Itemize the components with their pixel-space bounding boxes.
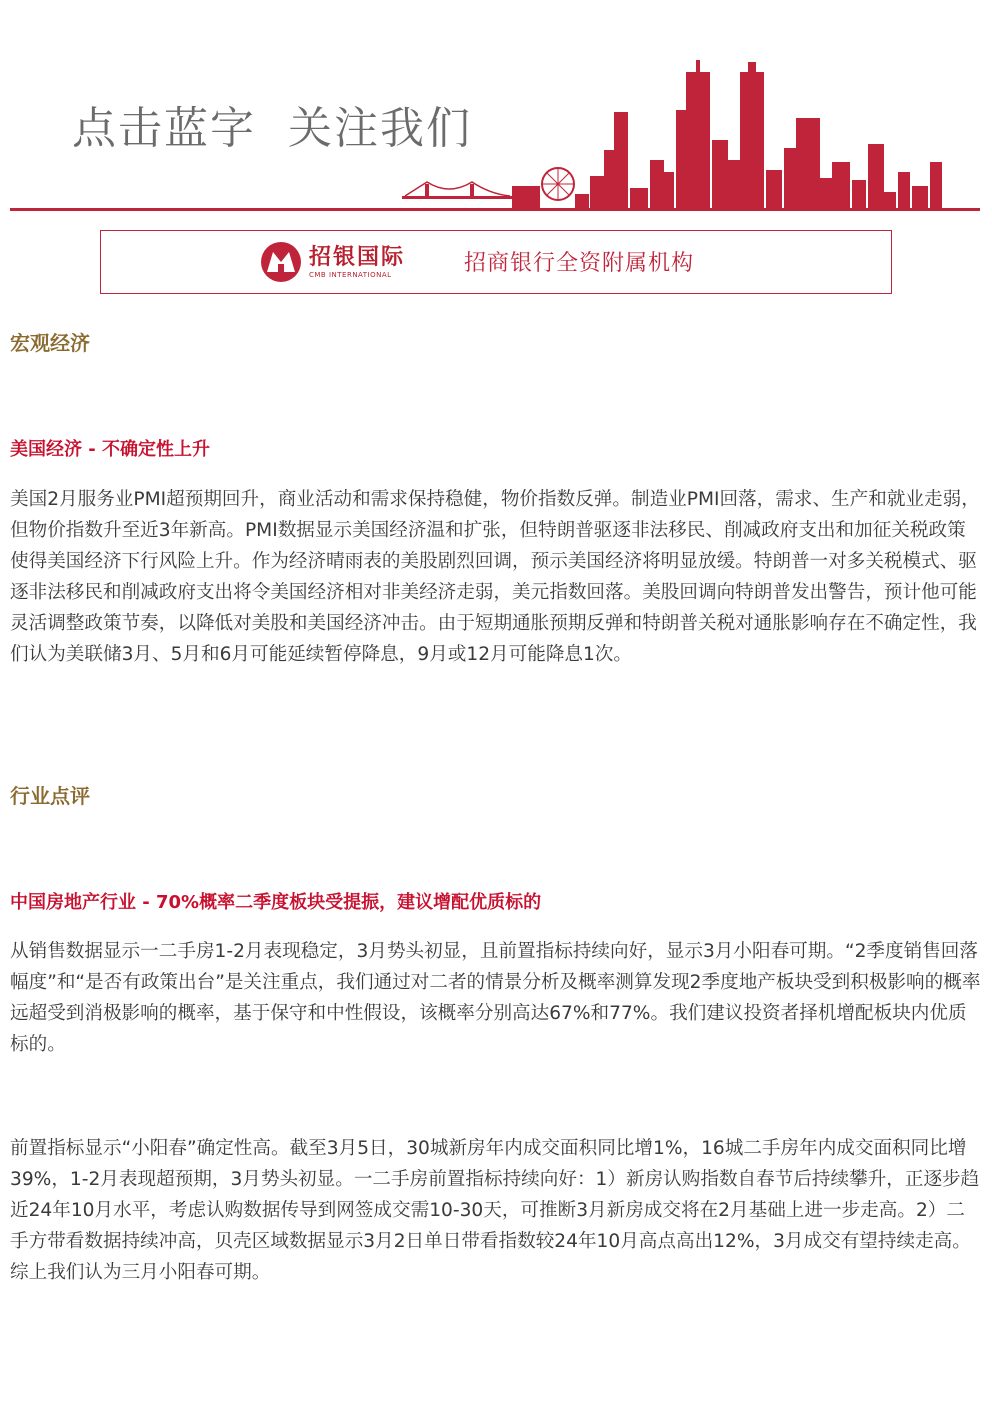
paragraph-property-summary: 从销售数据显示一二手房1-2月表现稳定，3月势头初显，且前置指标持续向好，显示3月小阳春可期。“2季度销售回落幅度”和“是否有政策出台”是关注重点，我们通过对二者的情景分析及概率测算发现2季度地产板块受到积极影响的概率远超受到消极影响的概率，基于保守和中性假设，该概率分别高达67%和77%。我们建议投资者择机增配板块内优质标的。 xyxy=(10,941,981,1055)
logo-name-cn: 招银国际 xyxy=(309,245,406,270)
paragraph-property-indicators: 前置指标显示“小阳春”确定性高。截至3月5日，30城新房年内成交面积同比增1%，16城二手房年内成交面积同比增39%，1-2月表现超预期，3月势头初显。一二手房前置指标持续向好：1）新房认购指数自春节后持续攀升，正逐步趋近24年10月水平，考虑认购数据传导到网签成交需10-30天，可推断3月新房成交将在2月基础上进一步走高。2）二手方带看数据持续冲高，贝壳区域数据显示3月2日单日带看指数较24年10月高点高出12%，3月成交有望持续走高。综上我们认为三月小阳春可期。 xyxy=(10,1138,980,1283)
paragraph-us-economy: 美国2月服务业PMI超预期回升，商业活动和需求保持稳健，物价指数反弹。制造业PMI回落，需求、生产和就业走弱，但物价指数升至近3年新高。PMI数据显示美国经济温和扩张，但特朗普驱逐非法移民、削减政府支出和加征关税政策使得美国经济下行风险上升。作为经济晴雨表的美股剧烈回调，预示美国经济将明显放缓。特朗普一对多关税模式、驱逐非法移民和削减政府支出将令美国经济相对非美经济走弱，美元指数回落。美股回调向特朗普发出警告，预计他可能灵活调整政策节奏，以降低对美股和美国经济冲击。由于短期通胀预期反弹和特朗普关税对通胀影响存在不确定性，我们认为美联储3月、5月和6月可能延续暂停降息，9月或12月可能降息1次。 xyxy=(10,489,980,665)
cmb-logo-icon xyxy=(259,240,303,284)
section-heading-macro: 宏观经济 xyxy=(10,331,90,355)
logo-banner xyxy=(100,230,892,294)
city-skyline-illustration xyxy=(0,0,992,220)
header-banner xyxy=(0,0,992,220)
logo-name-en: CMB INTERNATIONAL xyxy=(309,271,392,279)
banner-title[interactable]: 点击蓝字 关注我们 xyxy=(72,103,472,154)
section-heading-industry: 行业点评 xyxy=(10,784,90,808)
logo-tagline: 招商银行全资附属机构 xyxy=(464,251,695,276)
subheading-china-property: 中国房地产行业 - 70%概率二季度板块受提振，建议增配优质标的 xyxy=(10,892,542,913)
subheading-us-economy: 美国经济 - 不确定性上升 xyxy=(10,439,211,460)
